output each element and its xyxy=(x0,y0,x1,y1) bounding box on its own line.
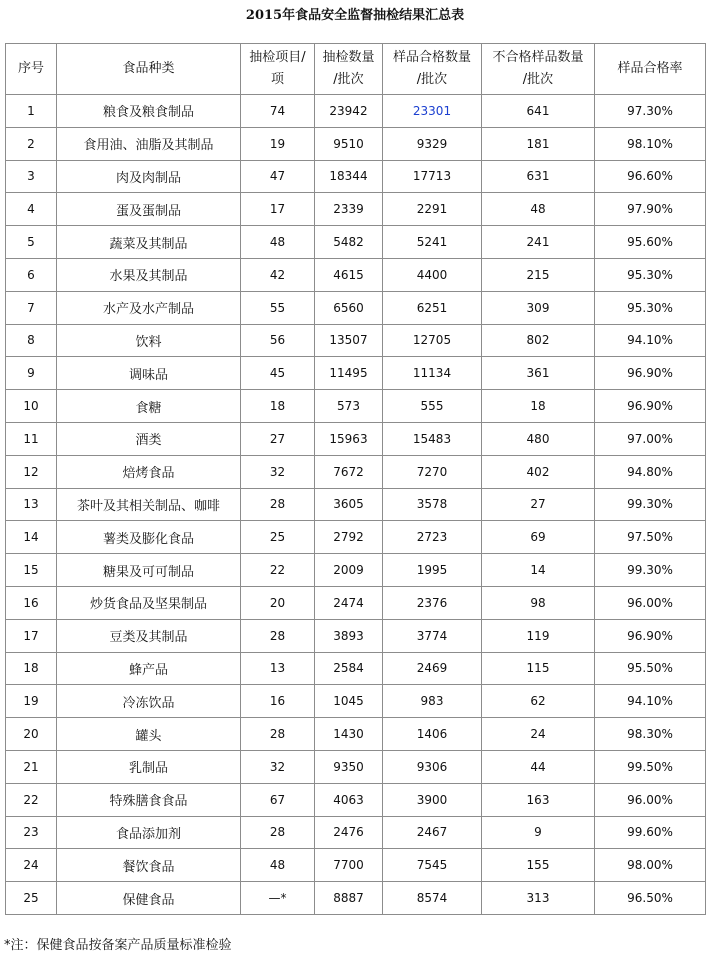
cell-category: 蜂产品 xyxy=(57,652,241,685)
cell-seq: 20 xyxy=(6,718,57,751)
cell-seq: 7 xyxy=(6,291,57,324)
cell-category: 炒货食品及坚果制品 xyxy=(57,586,241,619)
cell-items: 48 xyxy=(241,226,315,259)
table-row xyxy=(6,291,706,324)
cell-items: 45 xyxy=(241,357,315,390)
table-row xyxy=(6,718,706,751)
table-row xyxy=(6,193,706,226)
cell-passed: 17713 xyxy=(383,160,482,193)
cell-items: 32 xyxy=(241,750,315,783)
cell-items: 19 xyxy=(241,127,315,160)
cell-rate: 96.90% xyxy=(595,357,706,390)
cell-rate: 98.10% xyxy=(595,127,706,160)
cell-items: 67 xyxy=(241,783,315,816)
cell-category: 蛋及蛋制品 xyxy=(57,193,241,226)
cell-passed: 2723 xyxy=(383,521,482,554)
cell-sampled: 13507 xyxy=(315,324,383,357)
cell-sampled: 8887 xyxy=(315,882,383,915)
cell-rate: 96.50% xyxy=(595,882,706,915)
cell-sampled: 2476 xyxy=(315,816,383,849)
cell-passed: 15483 xyxy=(383,422,482,455)
cell-items: 55 xyxy=(241,291,315,324)
cell-passed: 3900 xyxy=(383,783,482,816)
cell-sampled: 2584 xyxy=(315,652,383,685)
cell-passed: 2469 xyxy=(383,652,482,685)
header-failed-line2: /批次 xyxy=(522,72,554,87)
table-row xyxy=(6,258,706,291)
cell-seq: 16 xyxy=(6,586,57,619)
cell-passed: 12705 xyxy=(383,324,482,357)
cell-seq: 13 xyxy=(6,488,57,521)
cell-sampled: 15963 xyxy=(315,422,383,455)
cell-passed: 6251 xyxy=(383,291,482,324)
cell-sampled: 2474 xyxy=(315,586,383,619)
cell-failed: 18 xyxy=(482,390,595,423)
cell-items: 27 xyxy=(241,422,315,455)
cell-category: 蔬菜及其制品 xyxy=(57,226,241,259)
cell-sampled: 1430 xyxy=(315,718,383,751)
cell-category: 食糖 xyxy=(57,390,241,423)
cell-category: 焙烤食品 xyxy=(57,455,241,488)
table-row xyxy=(6,521,706,554)
cell-passed: 2376 xyxy=(383,586,482,619)
cell-passed: 7545 xyxy=(383,849,482,882)
cell-category: 冷冻饮品 xyxy=(57,685,241,718)
cell-seq: 10 xyxy=(6,390,57,423)
cell-rate: 98.00% xyxy=(595,849,706,882)
cell-rate: 95.30% xyxy=(595,258,706,291)
table-row xyxy=(6,127,706,160)
cell-seq: 24 xyxy=(6,849,57,882)
cell-seq: 25 xyxy=(6,882,57,915)
cell-category: 水产及水产制品 xyxy=(57,291,241,324)
cell-rate: 96.00% xyxy=(595,783,706,816)
cell-seq: 14 xyxy=(6,521,57,554)
cell-failed: 44 xyxy=(482,750,595,783)
cell-sampled: 4063 xyxy=(315,783,383,816)
table-row xyxy=(6,554,706,587)
cell-seq: 9 xyxy=(6,357,57,390)
cell-passed: 9329 xyxy=(383,127,482,160)
cell-rate: 99.30% xyxy=(595,554,706,587)
cell-failed: 241 xyxy=(482,226,595,259)
cell-passed: 5241 xyxy=(383,226,482,259)
cell-items: 28 xyxy=(241,816,315,849)
cell-rate: 95.50% xyxy=(595,652,706,685)
cell-items: 32 xyxy=(241,455,315,488)
cell-seq: 21 xyxy=(6,750,57,783)
cell-failed: 402 xyxy=(482,455,595,488)
table-row xyxy=(6,95,706,128)
header-sampled xyxy=(315,44,383,95)
cell-failed: 14 xyxy=(482,554,595,587)
cell-rate: 98.30% xyxy=(595,718,706,751)
cell-failed: 631 xyxy=(482,160,595,193)
cell-passed: 9306 xyxy=(383,750,482,783)
cell-rate: 95.60% xyxy=(595,226,706,259)
cell-passed: 23301 xyxy=(383,95,482,128)
cell-failed: 641 xyxy=(482,95,595,128)
cell-items: 47 xyxy=(241,160,315,193)
cell-failed: 215 xyxy=(482,258,595,291)
cell-passed: 7270 xyxy=(383,455,482,488)
cell-sampled: 6560 xyxy=(315,291,383,324)
cell-failed: 313 xyxy=(482,882,595,915)
cell-passed: 3774 xyxy=(383,619,482,652)
header-items-line2: 项 xyxy=(270,72,284,87)
cell-seq: 2 xyxy=(6,127,57,160)
cell-items: 16 xyxy=(241,685,315,718)
cell-rate: 94.80% xyxy=(595,455,706,488)
cell-sampled: 3605 xyxy=(315,488,383,521)
table-row xyxy=(6,685,706,718)
cell-sampled: 4615 xyxy=(315,258,383,291)
footnote: *注：保健食品按备案产品质量标准检验 xyxy=(4,938,232,953)
cell-failed: 98 xyxy=(482,586,595,619)
header-passed xyxy=(383,44,482,95)
cell-items: 17 xyxy=(241,193,315,226)
cell-seq: 4 xyxy=(6,193,57,226)
cell-rate: 95.30% xyxy=(595,291,706,324)
table-row xyxy=(6,619,706,652)
cell-sampled: 18344 xyxy=(315,160,383,193)
page-title: 2015年食品安全监督抽检结果汇总表 xyxy=(245,8,465,23)
table-row xyxy=(6,849,706,882)
cell-rate: 99.30% xyxy=(595,488,706,521)
cell-seq: 5 xyxy=(6,226,57,259)
table-row xyxy=(6,324,706,357)
cell-items: 13 xyxy=(241,652,315,685)
cell-category: 调味品 xyxy=(57,357,241,390)
cell-seq: 18 xyxy=(6,652,57,685)
cell-sampled: 11495 xyxy=(315,357,383,390)
cell-sampled: 7700 xyxy=(315,849,383,882)
header-failed-line1: 不合格样品数量 xyxy=(492,50,584,65)
cell-sampled: 573 xyxy=(315,390,383,423)
cell-failed: 24 xyxy=(482,718,595,751)
cell-passed: 2467 xyxy=(383,816,482,849)
cell-sampled: 2009 xyxy=(315,554,383,587)
cell-category: 特殊膳食食品 xyxy=(57,783,241,816)
cell-passed: 4400 xyxy=(383,258,482,291)
table-row xyxy=(6,783,706,816)
cell-passed: 983 xyxy=(383,685,482,718)
cell-seq: 8 xyxy=(6,324,57,357)
cell-rate: 96.60% xyxy=(595,160,706,193)
cell-sampled: 3893 xyxy=(315,619,383,652)
table-row xyxy=(6,422,706,455)
cell-category: 水果及其制品 xyxy=(57,258,241,291)
table-row xyxy=(6,488,706,521)
cell-seq: 1 xyxy=(6,95,57,128)
cell-seq: 6 xyxy=(6,258,57,291)
cell-passed: 11134 xyxy=(383,357,482,390)
header-category: 食品种类 xyxy=(57,44,241,95)
header-sampled-line2: /批次 xyxy=(333,72,364,87)
cell-seq: 23 xyxy=(6,816,57,849)
table-row xyxy=(6,816,706,849)
cell-category: 餐饮食品 xyxy=(57,849,241,882)
cell-rate: 99.60% xyxy=(595,816,706,849)
cell-passed: 2291 xyxy=(383,193,482,226)
header-sampled-line1: 抽检数量 xyxy=(322,50,375,65)
cell-sampled: 1045 xyxy=(315,685,383,718)
cell-sampled: 9350 xyxy=(315,750,383,783)
cell-failed: 309 xyxy=(482,291,595,324)
cell-items: 74 xyxy=(241,95,315,128)
table-row xyxy=(6,226,706,259)
header-failed xyxy=(482,44,595,95)
cell-category: 粮食及粮食制品 xyxy=(57,95,241,128)
cell-rate: 96.90% xyxy=(595,390,706,423)
cell-category: 饮料 xyxy=(57,324,241,357)
cell-failed: 48 xyxy=(482,193,595,226)
cell-rate: 94.10% xyxy=(595,324,706,357)
cell-sampled: 7672 xyxy=(315,455,383,488)
cell-category: 食品添加剂 xyxy=(57,816,241,849)
cell-failed: 155 xyxy=(482,849,595,882)
header-passed-line1: 样品合格数量 xyxy=(392,50,471,65)
cell-sampled: 2792 xyxy=(315,521,383,554)
cell-rate: 96.00% xyxy=(595,586,706,619)
table-row xyxy=(6,882,706,915)
cell-items: 28 xyxy=(241,488,315,521)
cell-failed: 802 xyxy=(482,324,595,357)
cell-passed: 555 xyxy=(383,390,482,423)
cell-passed: 1995 xyxy=(383,554,482,587)
cell-items: 25 xyxy=(241,521,315,554)
cell-rate: 97.30% xyxy=(595,95,706,128)
cell-failed: 115 xyxy=(482,652,595,685)
table-row xyxy=(6,586,706,619)
cell-sampled: 23942 xyxy=(315,95,383,128)
table-row xyxy=(6,652,706,685)
cell-failed: 361 xyxy=(482,357,595,390)
table-row xyxy=(6,750,706,783)
cell-items: 20 xyxy=(241,586,315,619)
cell-category: 糖果及可可制品 xyxy=(57,554,241,587)
table-row xyxy=(6,390,706,423)
cell-items: —* xyxy=(241,882,315,915)
cell-sampled: 5482 xyxy=(315,226,383,259)
cell-seq: 11 xyxy=(6,422,57,455)
cell-seq: 22 xyxy=(6,783,57,816)
table-row xyxy=(6,160,706,193)
cell-seq: 15 xyxy=(6,554,57,587)
cell-seq: 17 xyxy=(6,619,57,652)
cell-failed: 181 xyxy=(482,127,595,160)
results-table xyxy=(5,43,706,915)
cell-category: 罐头 xyxy=(57,718,241,751)
table-row xyxy=(6,357,706,390)
cell-rate: 97.00% xyxy=(595,422,706,455)
cell-seq: 12 xyxy=(6,455,57,488)
cell-failed: 119 xyxy=(482,619,595,652)
cell-rate: 94.10% xyxy=(595,685,706,718)
cell-category: 乳制品 xyxy=(57,750,241,783)
cell-passed: 1406 xyxy=(383,718,482,751)
cell-failed: 27 xyxy=(482,488,595,521)
cell-failed: 9 xyxy=(482,816,595,849)
cell-items: 56 xyxy=(241,324,315,357)
cell-seq: 3 xyxy=(6,160,57,193)
cell-failed: 163 xyxy=(482,783,595,816)
cell-items: 28 xyxy=(241,718,315,751)
header-passed-line2: /批次 xyxy=(416,72,448,87)
header-rate: 样品合格率 xyxy=(595,44,706,95)
cell-category: 豆类及其制品 xyxy=(57,619,241,652)
cell-category: 保健食品 xyxy=(57,882,241,915)
cell-rate: 99.50% xyxy=(595,750,706,783)
header-items xyxy=(241,44,315,95)
cell-failed: 480 xyxy=(482,422,595,455)
cell-seq: 19 xyxy=(6,685,57,718)
cell-rate: 97.90% xyxy=(595,193,706,226)
cell-items: 22 xyxy=(241,554,315,587)
header-items-line1: 抽检项目/ xyxy=(249,50,306,65)
cell-category: 茶叶及其相关制品、咖啡 xyxy=(57,488,241,521)
cell-failed: 69 xyxy=(482,521,595,554)
cell-passed: 3578 xyxy=(383,488,482,521)
cell-category: 薯类及膨化食品 xyxy=(57,521,241,554)
cell-items: 42 xyxy=(241,258,315,291)
header-seq: 序号 xyxy=(6,44,57,95)
cell-sampled: 2339 xyxy=(315,193,383,226)
cell-category: 酒类 xyxy=(57,422,241,455)
table-row xyxy=(6,455,706,488)
cell-failed: 62 xyxy=(482,685,595,718)
cell-passed: 8574 xyxy=(383,882,482,915)
cell-items: 48 xyxy=(241,849,315,882)
cell-category: 食用油、油脂及其制品 xyxy=(57,127,241,160)
cell-rate: 97.50% xyxy=(595,521,706,554)
cell-category: 肉及肉制品 xyxy=(57,160,241,193)
table-header-row xyxy=(6,44,706,95)
cell-items: 28 xyxy=(241,619,315,652)
cell-rate: 96.90% xyxy=(595,619,706,652)
cell-items: 18 xyxy=(241,390,315,423)
cell-sampled: 9510 xyxy=(315,127,383,160)
